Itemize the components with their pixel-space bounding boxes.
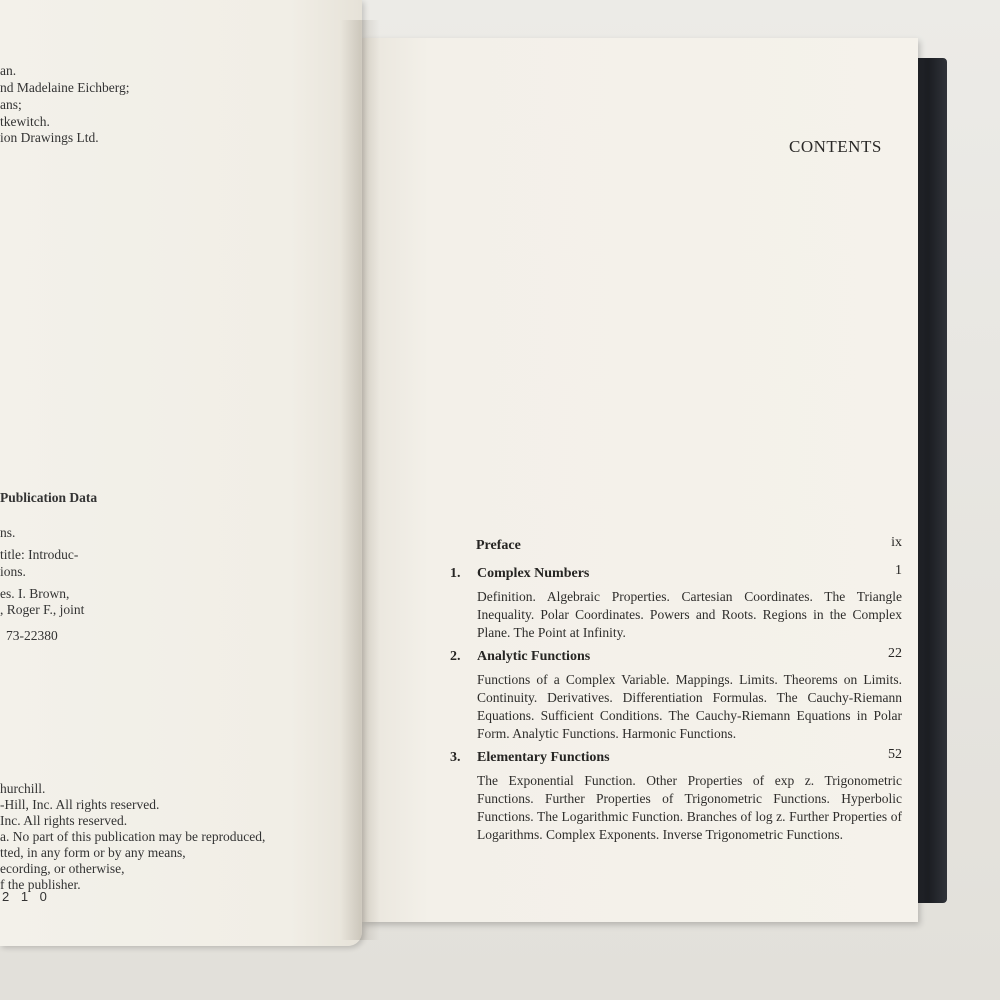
cip-line: 73-22380: [6, 628, 58, 643]
toc-entry-number: 3.: [450, 750, 461, 765]
cip-title: Publication Data: [0, 490, 98, 505]
toc-entry-description: Functions of a Complex Variable. Mappings. Limits. Theorems on Limits. Continuity. Derivatives. Differentiation Formulas. The Cauchy-Riemann Equations. Sufficient Conditions. The Cauchy-Riemann Equations in Polar Form. Analytic Functions. Harmonic Functions.: [477, 672, 902, 741]
cip-line: title: Introduc-: [0, 547, 79, 562]
toc-entry-number: 1.: [450, 566, 461, 581]
contents-heading: CONTENTS: [789, 137, 882, 156]
printing-number: 2 1 0: [2, 889, 51, 904]
cip-line: , Roger F., joint: [0, 602, 85, 617]
toc-entry-chapter-2: [450, 646, 902, 743]
cip-line: ions.: [0, 564, 26, 579]
copyright-line: tted, in any form or by any means,: [0, 845, 186, 860]
toc-entry-page: 1: [895, 563, 902, 578]
left-page-line: ion Drawings Ltd.: [0, 130, 99, 145]
toc-entry-page: ix: [891, 535, 902, 550]
toc-entry-preface: [450, 535, 902, 558]
toc-entry-chapter-1: [450, 563, 902, 642]
cip-line: es. I. Brown,: [0, 586, 70, 601]
copyright-line: f the publisher.: [0, 877, 81, 892]
copyright-line: Inc. All rights reserved.: [0, 813, 128, 828]
copyright-line: ecording, or otherwise,: [0, 861, 125, 876]
toc-entry-chapter-3: [450, 747, 902, 844]
toc-entry-description: The Exponential Function. Other Properties of exp z. Trigonometric Functions. Further Properties of Trigonometric Functions. Hyperbolic Functions. The Logarithmic Function. Branches of log z. Further Properties of Logarithms. Complex Exponents. Inverse Trigonometric Functions.: [477, 773, 902, 842]
toc-entry-number: 2.: [450, 649, 461, 664]
copyright-line: a. No part of this publication may be reproduced,: [0, 829, 266, 844]
toc-entry-page: 22: [888, 646, 902, 661]
left-page-line: tkewitch.: [0, 114, 50, 129]
toc-entry-title: Complex Numbers: [477, 566, 590, 581]
copyright-line: hurchill.: [0, 781, 46, 796]
book-gutter-shadow: [340, 20, 380, 940]
copyright-line: -Hill, Inc. All rights reserved.: [0, 797, 160, 812]
toc-entry-title: Analytic Functions: [477, 649, 591, 664]
left-page: [0, 0, 362, 946]
cip-line: ns.: [0, 525, 16, 540]
toc-entry-description: Definition. Algebraic Properties. Cartesian Coordinates. The Triangle Inequality. Polar Coordinates. Powers and Roots. Regions in the Complex Plane. The Point at Infinity.: [477, 589, 902, 640]
toc-entry-title: Elementary Functions: [477, 750, 610, 765]
toc-entry-title: Preface: [476, 538, 521, 553]
left-page-line: ans;: [0, 97, 22, 112]
toc-entry-page: 52: [888, 747, 902, 762]
left-page-line: an.: [0, 63, 17, 78]
left-page-line: nd Madelaine Eichberg;: [0, 80, 130, 95]
